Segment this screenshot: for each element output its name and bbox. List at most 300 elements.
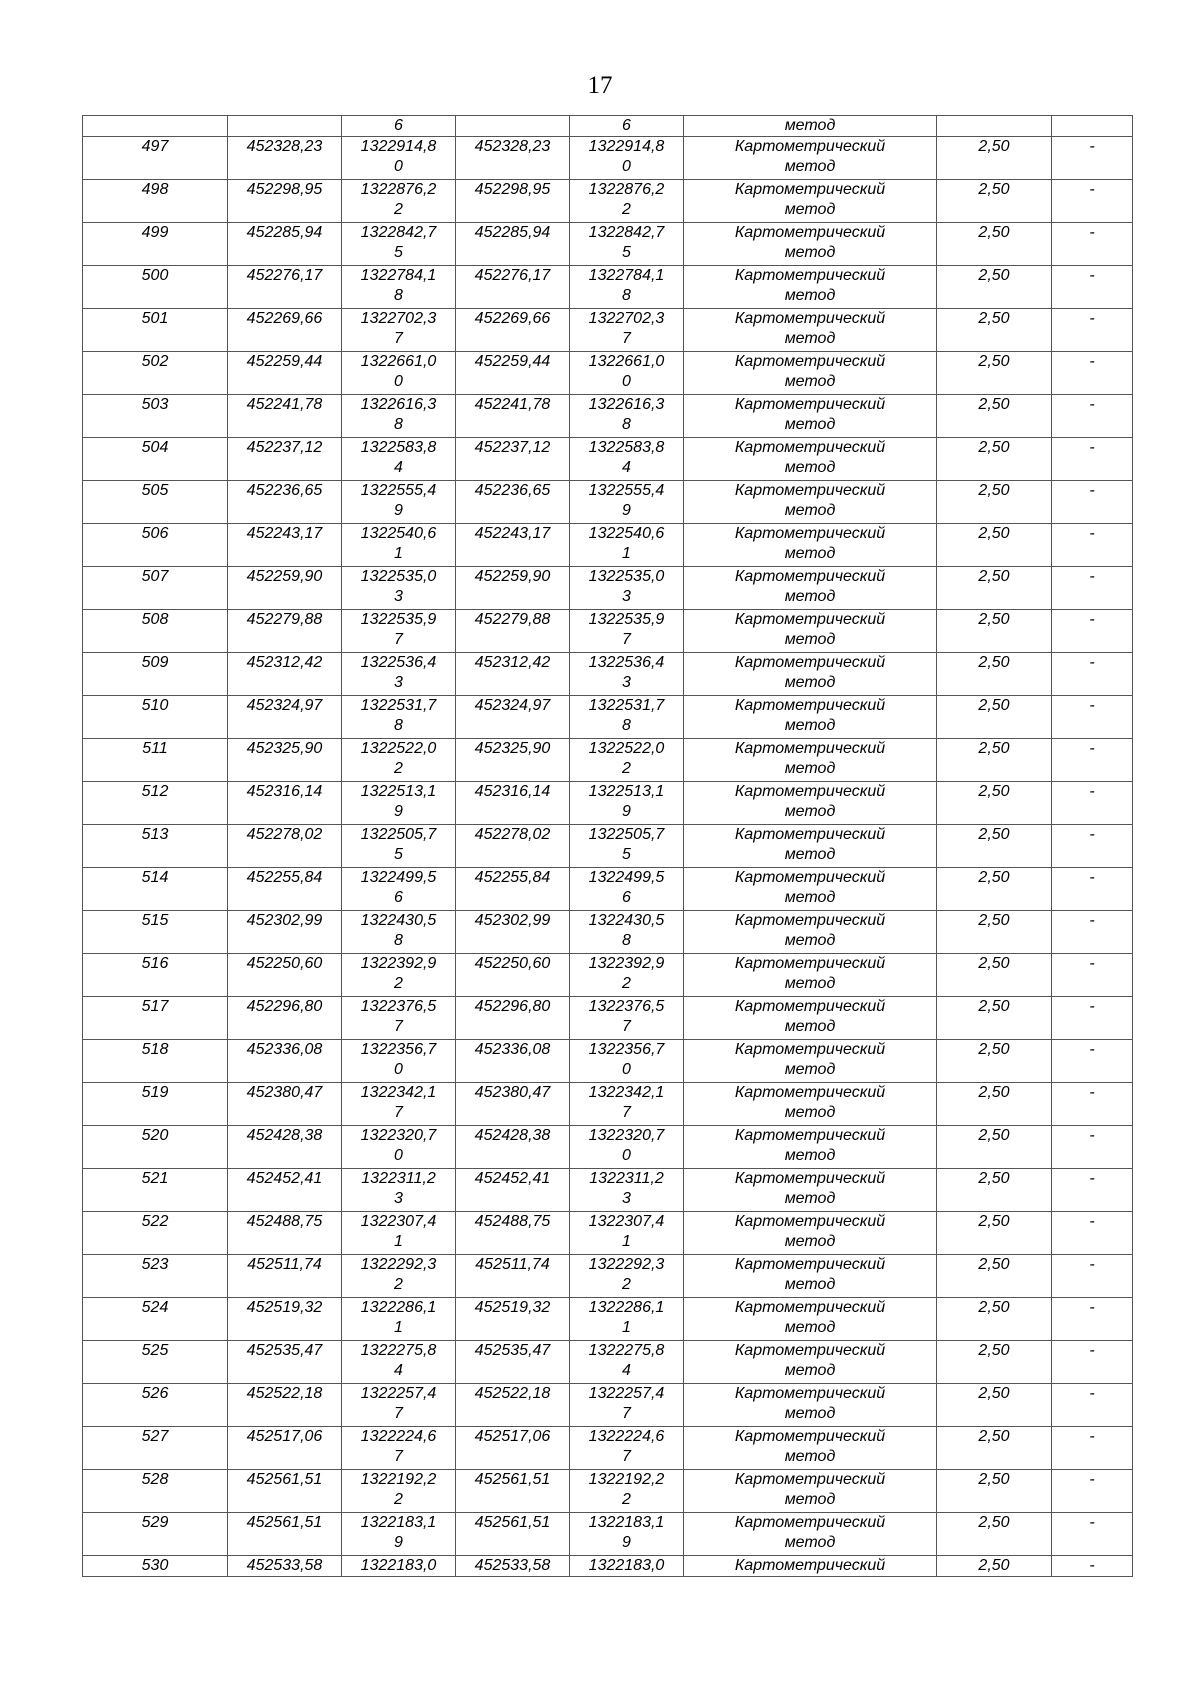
cell-y-refined: [570, 610, 684, 653]
table-row: [83, 1556, 1133, 1577]
cell-y-existing-line1: 1322183,1: [360, 1514, 437, 1531]
cell-y-refined-line2: 2: [622, 201, 631, 218]
cell-y-refined-line1: 1322583,8: [588, 439, 665, 456]
cell-method: [684, 653, 937, 696]
cell-point-number: [83, 116, 228, 137]
cell-y-existing: [342, 1040, 456, 1083]
cell-x-refined: [456, 116, 570, 137]
cell-y-existing-line2: 4: [394, 459, 403, 476]
cell-y-existing: [342, 395, 456, 438]
cell-note: -: [1052, 395, 1133, 438]
cell-note: -: [1052, 739, 1133, 782]
cell-precision: 2,50: [937, 825, 1052, 868]
cell-x-existing: 452250,60: [228, 954, 342, 997]
cell-method-line2: метод: [784, 459, 836, 476]
cell-x-existing: 452522,18: [228, 1384, 342, 1427]
cell-precision: 2,50: [937, 1255, 1052, 1298]
cell-precision: 2,50: [937, 1169, 1052, 1212]
cell-point-number: 500: [83, 266, 228, 309]
table-row: [83, 911, 1133, 954]
cell-note: -: [1052, 524, 1133, 567]
cell-x-refined: 452278,02: [456, 825, 570, 868]
cell-y-existing-line1: 1322430,5: [360, 912, 437, 929]
cell-method-line1: Картометрический: [734, 439, 886, 456]
cell-method: [684, 739, 937, 782]
cell-y-refined-line1: 1322876,2: [588, 181, 665, 198]
cell-method-line2: метод: [784, 287, 836, 304]
cell-x-existing: 452243,17: [228, 524, 342, 567]
cell-y-existing: [342, 739, 456, 782]
cell-note: -: [1052, 223, 1133, 266]
cell-method-line1: Картометрический: [734, 482, 886, 499]
cell-y-existing: [342, 1083, 456, 1126]
cell-y-existing-line1: 1322320,7: [360, 1127, 437, 1144]
cell-method-line1: Картометрический: [734, 697, 886, 714]
cell-x-existing: 452269,66: [228, 309, 342, 352]
cell-y-existing-line2: 1: [394, 1319, 403, 1336]
cell-method-line2: метод: [784, 588, 836, 605]
cell-y-existing-line1: 1322513,1: [360, 783, 437, 800]
cell-y-existing: [342, 180, 456, 223]
cell-x-refined: 452325,90: [456, 739, 570, 782]
cell-y-refined: [570, 395, 684, 438]
cell-x-existing: 452328,23: [228, 137, 342, 180]
cell-y-refined: [570, 1427, 684, 1470]
cell-y-existing-line2: 9: [394, 1534, 403, 1551]
cell-y-existing-line2: 0: [394, 158, 403, 175]
cell-y-refined-line1: 1322540,6: [588, 525, 665, 542]
cell-method: [684, 782, 937, 825]
cell-x-existing: [228, 116, 342, 137]
cell-point-number: 509: [83, 653, 228, 696]
cell-method-line2: метод: [784, 631, 836, 648]
cell-y-refined-line1: 1322307,4: [588, 1213, 665, 1230]
cell-y-refined: [570, 782, 684, 825]
cell-point-number: 527: [83, 1427, 228, 1470]
cell-precision: 2,50: [937, 1083, 1052, 1126]
cell-y-existing-line1: 1322356,7: [360, 1041, 437, 1058]
table-row: [83, 1341, 1133, 1384]
cell-y-refined: [570, 739, 684, 782]
cell-y-existing: [342, 610, 456, 653]
cell-y-refined: [570, 1083, 684, 1126]
cell-y-existing-line2: 7: [394, 1018, 403, 1035]
table-row: [83, 1169, 1133, 1212]
table-row: [83, 1513, 1133, 1556]
cell-note: -: [1052, 1126, 1133, 1169]
cell-y-refined-line2: 9: [622, 803, 631, 820]
cell-x-existing: 452259,90: [228, 567, 342, 610]
cell-point-number: 516: [83, 954, 228, 997]
cell-method-line1: Картометрический: [734, 396, 886, 413]
cell-method-line2: метод: [784, 1190, 836, 1207]
cell-note: -: [1052, 610, 1133, 653]
cell-y-refined-line1: 1322183,1: [588, 1514, 665, 1531]
cell-x-refined: 452296,80: [456, 997, 570, 1040]
cell-y-existing-line2: 3: [394, 588, 403, 605]
cell-method: Картометрический: [684, 1556, 937, 1577]
cell-method-line2: метод: [784, 1233, 836, 1250]
table-row: [83, 309, 1133, 352]
cell-method-line2: метод: [784, 1276, 836, 1293]
cell-method: [684, 481, 937, 524]
cell-y-existing-line1: 1322224,6: [360, 1428, 437, 1445]
cell-precision: 2,50: [937, 1126, 1052, 1169]
cell-x-existing: 452276,17: [228, 266, 342, 309]
cell-point-number: 519: [83, 1083, 228, 1126]
table-row: [83, 137, 1133, 180]
cell-y-existing-line1: 1322311,2: [361, 1170, 436, 1187]
cell-y-refined-line1: 1322784,1: [588, 267, 665, 284]
cell-method: [684, 266, 937, 309]
cell-x-existing: 452241,78: [228, 395, 342, 438]
table-body: [83, 116, 1133, 1556]
cell-y-existing-line2: 7: [394, 1405, 403, 1422]
cell-y-refined-line1: 1322311,2: [589, 1170, 664, 1187]
cell-method-line1: Картометрический: [734, 1213, 886, 1230]
cell-method: [684, 825, 937, 868]
cell-y-refined: [570, 1298, 684, 1341]
cell-precision: 2,50: [937, 1341, 1052, 1384]
cell-y-existing: [342, 696, 456, 739]
cell-y-existing-line2: 0: [394, 1147, 403, 1164]
cell-method: [684, 223, 937, 266]
cell-y-refined: [570, 1169, 684, 1212]
cell-method: [684, 524, 937, 567]
cell-y-existing-line2: 7: [394, 330, 403, 347]
cell-note: -: [1052, 1255, 1133, 1298]
cell-y-existing-line2: 2: [394, 1276, 403, 1293]
table-row: [83, 1298, 1133, 1341]
cell-x-refined: 452561,51: [456, 1513, 570, 1556]
cell-x-refined: 452279,88: [456, 610, 570, 653]
cell-precision: 2,50: [937, 1513, 1052, 1556]
cell-y-existing-line2: 9: [394, 803, 403, 820]
cell-method-line1: Картометрический: [734, 1256, 886, 1273]
cell-y-existing-line1: 1322661,0: [360, 353, 437, 370]
cell-x-refined: 452561,51: [456, 1470, 570, 1513]
cell-y-refined-line1: 1322430,5: [588, 912, 665, 929]
cell-x-refined: 452428,38: [456, 1126, 570, 1169]
cell-y-refined-line1: 1322535,9: [588, 611, 665, 628]
cell-method: [684, 1470, 937, 1513]
cell-x-refined: 452269,66: [456, 309, 570, 352]
cell-y-existing: [342, 1212, 456, 1255]
cell-y-existing-line1: 1322876,2: [360, 181, 437, 198]
cell-method: [684, 395, 937, 438]
table-row-continuation: [83, 116, 1133, 137]
cell-method-line2: метод: [784, 244, 836, 261]
cell-y-refined-line1: 1322555,4: [588, 482, 665, 499]
cell-x-existing: 452285,94: [228, 223, 342, 266]
cell-y-refined-line1: 1322342,1: [588, 1084, 665, 1101]
cell-y-existing-line2: 5: [394, 846, 403, 863]
cell-y-refined: [570, 1341, 684, 1384]
cell-point-number: 505: [83, 481, 228, 524]
cell-y-existing: [342, 1513, 456, 1556]
table-row: [83, 782, 1133, 825]
cell-note: -: [1052, 1212, 1133, 1255]
table-row: [83, 438, 1133, 481]
cell-x-refined: 452250,60: [456, 954, 570, 997]
cell-y-refined: [570, 1040, 684, 1083]
table-row: [83, 266, 1133, 309]
cell-y-refined: [570, 868, 684, 911]
cell-y-refined-line1: 1322522,0: [588, 740, 665, 757]
cell-y-existing-line2: 8: [394, 287, 403, 304]
cell-y-refined-line2: 6: [622, 889, 631, 906]
cell-y-refined-line1: 1322292,3: [588, 1256, 665, 1273]
cell-point-number: 517: [83, 997, 228, 1040]
cell-y-refined-line1: 1322513,1: [588, 783, 665, 800]
table-row: [83, 954, 1133, 997]
cell-x-existing: 452302,99: [228, 911, 342, 954]
cell-y-refined-line2: 2: [622, 975, 631, 992]
table-row: [83, 610, 1133, 653]
cell-y-existing: [342, 352, 456, 395]
cell-point-number: 499: [83, 223, 228, 266]
cell-method-line1: Картометрический: [734, 912, 886, 929]
cell-method: [684, 1513, 937, 1556]
cell-x-existing: 452312,42: [228, 653, 342, 696]
cell-y-refined: [570, 1126, 684, 1169]
cell-y-existing-line2: 4: [394, 1362, 403, 1379]
cell-method: [684, 352, 937, 395]
cell-precision: 2,50: [937, 1384, 1052, 1427]
cell-point-number: 525: [83, 1341, 228, 1384]
cell-y-existing-line2: 2: [394, 760, 403, 777]
cell-x-existing: 452236,65: [228, 481, 342, 524]
cell-y-refined-line1: 1322224,6: [588, 1428, 665, 1445]
cell-y-existing-line1: 1322192,2: [360, 1471, 437, 1488]
cell-precision: 2,50: [937, 1212, 1052, 1255]
cell-method-line2: метод: [784, 1061, 836, 1078]
cell-method-line2: метод: [784, 846, 836, 863]
cell-y-existing-line2: 6: [394, 889, 403, 906]
cell-y-refined-line1: 1322257,4: [588, 1385, 665, 1402]
cell-y-existing-line1: 1322616,3: [360, 396, 437, 413]
cell-precision: 2,50: [937, 1427, 1052, 1470]
cell-y-existing-line2: 7: [394, 1448, 403, 1465]
cell-note: -: [1052, 653, 1133, 696]
cell-precision: 2,50: [937, 1298, 1052, 1341]
cell-y-existing: [342, 309, 456, 352]
cell-x-refined: 452452,41: [456, 1169, 570, 1212]
cell-method-line1: Картометрический: [734, 826, 886, 843]
cell-x-refined: 452312,42: [456, 653, 570, 696]
cell-point-number: 518: [83, 1040, 228, 1083]
cell-method-line2: метод: [784, 1534, 836, 1551]
cell-x-refined: 452285,94: [456, 223, 570, 266]
cell-method-line2: метод: [784, 416, 836, 433]
cell-y-existing-line1: 1322540,6: [360, 525, 437, 542]
cell-x-refined: 452488,75: [456, 1212, 570, 1255]
cell-y-refined: [570, 653, 684, 696]
coordinates-table: [82, 115, 1133, 1577]
table-row: [83, 395, 1133, 438]
cell-y-existing-line2: 7: [394, 1104, 403, 1121]
cell-note: -: [1052, 481, 1133, 524]
cell-y-existing: [342, 524, 456, 567]
cell-note: [1052, 116, 1133, 137]
cell-y-existing-line1: 1322702,3: [360, 310, 437, 327]
cell-method: [684, 1169, 937, 1212]
cell-y-refined: [570, 524, 684, 567]
cell-method-line2: метод: [784, 674, 836, 691]
cell-precision: 2,50: [937, 352, 1052, 395]
cell-method-line1: Картометрический: [734, 783, 886, 800]
cell-x-refined: 452302,99: [456, 911, 570, 954]
cell-method-line1: Картометрический: [734, 611, 886, 628]
table-row: [83, 825, 1133, 868]
cell-y-existing-line1: 1322583,8: [360, 439, 437, 456]
cell-y-existing: [342, 653, 456, 696]
cell-y-existing: [342, 1341, 456, 1384]
cell-method-line1: Картометрический: [734, 224, 886, 241]
cell-y-refined-line2: 0: [622, 1061, 631, 1078]
cell-note: -: [1052, 1341, 1133, 1384]
cell-y-existing: [342, 266, 456, 309]
cell-x-existing: 452316,14: [228, 782, 342, 825]
cell-y-existing: [342, 137, 456, 180]
cell-y-existing: [342, 567, 456, 610]
cell-x-refined: 452533,58: [456, 1556, 570, 1577]
cell-y-refined: [570, 223, 684, 266]
page-number: 17: [587, 72, 613, 99]
cell-method: [684, 438, 937, 481]
cell-precision: 2,50: [937, 911, 1052, 954]
cell-precision: 2,50: [937, 395, 1052, 438]
cell-precision: [937, 116, 1052, 137]
cell-note: -: [1052, 954, 1133, 997]
cell-method-line1: Картометрический: [734, 740, 886, 757]
cell-y-refined-line2: 4: [622, 1362, 631, 1379]
cell-y-existing-line2: 5: [394, 244, 403, 261]
cell-note: -: [1052, 1427, 1133, 1470]
cell-y-existing-line2: 2: [394, 975, 403, 992]
cell-y-refined: [570, 309, 684, 352]
cell-precision: 2,50: [937, 1040, 1052, 1083]
cell-x-existing: 452561,51: [228, 1470, 342, 1513]
table-row: [83, 180, 1133, 223]
cell-y-existing: [342, 782, 456, 825]
table-row: [83, 739, 1133, 782]
cell-y-refined-line2: 1: [622, 1233, 631, 1250]
cell-x-existing: 452278,02: [228, 825, 342, 868]
cell-y-refined-line2: 2: [622, 760, 631, 777]
cell-y-refined-line2: 8: [622, 717, 631, 734]
cell-point-number: 503: [83, 395, 228, 438]
cell-y-existing: [342, 1427, 456, 1470]
cell-y-refined: [570, 1212, 684, 1255]
cell-y-existing: [342, 481, 456, 524]
cell-y-existing-line1: 1322535,0: [360, 568, 437, 585]
cell-x-refined: 452511,74: [456, 1255, 570, 1298]
cell-x-existing: 452428,38: [228, 1126, 342, 1169]
cell-method-line2: метод: [784, 158, 836, 175]
cell-x-refined: 452336,08: [456, 1040, 570, 1083]
cell-method-line1: Картометрический: [734, 998, 886, 1015]
cell-note: -: [1052, 825, 1133, 868]
cell-x-refined: 452324,97: [456, 696, 570, 739]
cell-method-line2: метод: [784, 1147, 836, 1164]
cell-y-refined: [570, 696, 684, 739]
cell-method-line1: Картометрический: [734, 1342, 886, 1359]
cell-method: [684, 1040, 937, 1083]
cell-y-refined-line2: 4: [622, 459, 631, 476]
cell-x-refined: 452241,78: [456, 395, 570, 438]
cell-note: -: [1052, 696, 1133, 739]
cell-method: [684, 1126, 937, 1169]
cell-precision: 2,50: [937, 481, 1052, 524]
cell-y-existing-line1: 1322535,9: [360, 611, 437, 628]
cell-method-line2: метод: [784, 1405, 836, 1422]
cell-method-line1: Картометрический: [734, 181, 886, 198]
cell-method-line1: Картометрический: [734, 1041, 886, 1058]
cell-y-refined: [570, 137, 684, 180]
cell-x-refined: 452259,90: [456, 567, 570, 610]
cell-y-refined-line2: 0: [622, 158, 631, 175]
cell-x-refined: 452236,65: [456, 481, 570, 524]
cell-y-refined-line1: 1322286,1: [588, 1299, 665, 1316]
cell-point-number: 507: [83, 567, 228, 610]
cell-y-existing-line1: 1322342,1: [360, 1084, 437, 1101]
cell-method: [684, 911, 937, 954]
cell-y-refined-line1: 1322505,7: [588, 826, 665, 843]
cell-y-existing: [342, 997, 456, 1040]
cell-x-existing: 452535,47: [228, 1341, 342, 1384]
cell-note: -: [1052, 1470, 1133, 1513]
cell-precision: 2,50: [937, 1470, 1052, 1513]
table-row: [83, 1384, 1133, 1427]
table-row: [83, 1427, 1133, 1470]
cell-precision: 2,50: [937, 223, 1052, 266]
cell-method: [684, 1083, 937, 1126]
cell-x-existing: 452533,58: [228, 1556, 342, 1577]
cell-point-number: 512: [83, 782, 228, 825]
cell-note: -: [1052, 911, 1133, 954]
cell-y-refined: [570, 438, 684, 481]
cell-y-refined-line2: 5: [622, 244, 631, 261]
cell-y-refined: [570, 1470, 684, 1513]
cell-y-existing: [342, 825, 456, 868]
cell-y-existing-line2: 7: [394, 631, 403, 648]
table-row: [83, 653, 1133, 696]
cell-method-line1: Картометрический: [734, 353, 886, 370]
table-row: [83, 1040, 1133, 1083]
cell-method: [684, 137, 937, 180]
cell-y-refined: [570, 180, 684, 223]
cell-precision: 2,50: [937, 266, 1052, 309]
cell-y-refined-line2: 7: [622, 1104, 631, 1121]
cell-y-refined: [570, 825, 684, 868]
cell-method-line2: метод: [784, 803, 836, 820]
cell-y-refined-line2: 1: [622, 545, 631, 562]
cell-y-existing: [342, 1470, 456, 1513]
cell-precision: 2,50: [937, 567, 1052, 610]
cell-y-refined: 6: [570, 116, 684, 137]
cell-point-number: 530: [83, 1556, 228, 1577]
cell-precision: 2,50: [937, 782, 1052, 825]
cell-point-number: 502: [83, 352, 228, 395]
cell-y-refined-line1: 1322702,3: [588, 310, 665, 327]
cell-y-existing-line1: 1322275,8: [360, 1342, 437, 1359]
cell-note: -: [1052, 266, 1133, 309]
cell-method-line1: Картометрический: [734, 1299, 886, 1316]
cell-point-number: 523: [83, 1255, 228, 1298]
cell-note: -: [1052, 567, 1133, 610]
cell-y-existing: [342, 868, 456, 911]
